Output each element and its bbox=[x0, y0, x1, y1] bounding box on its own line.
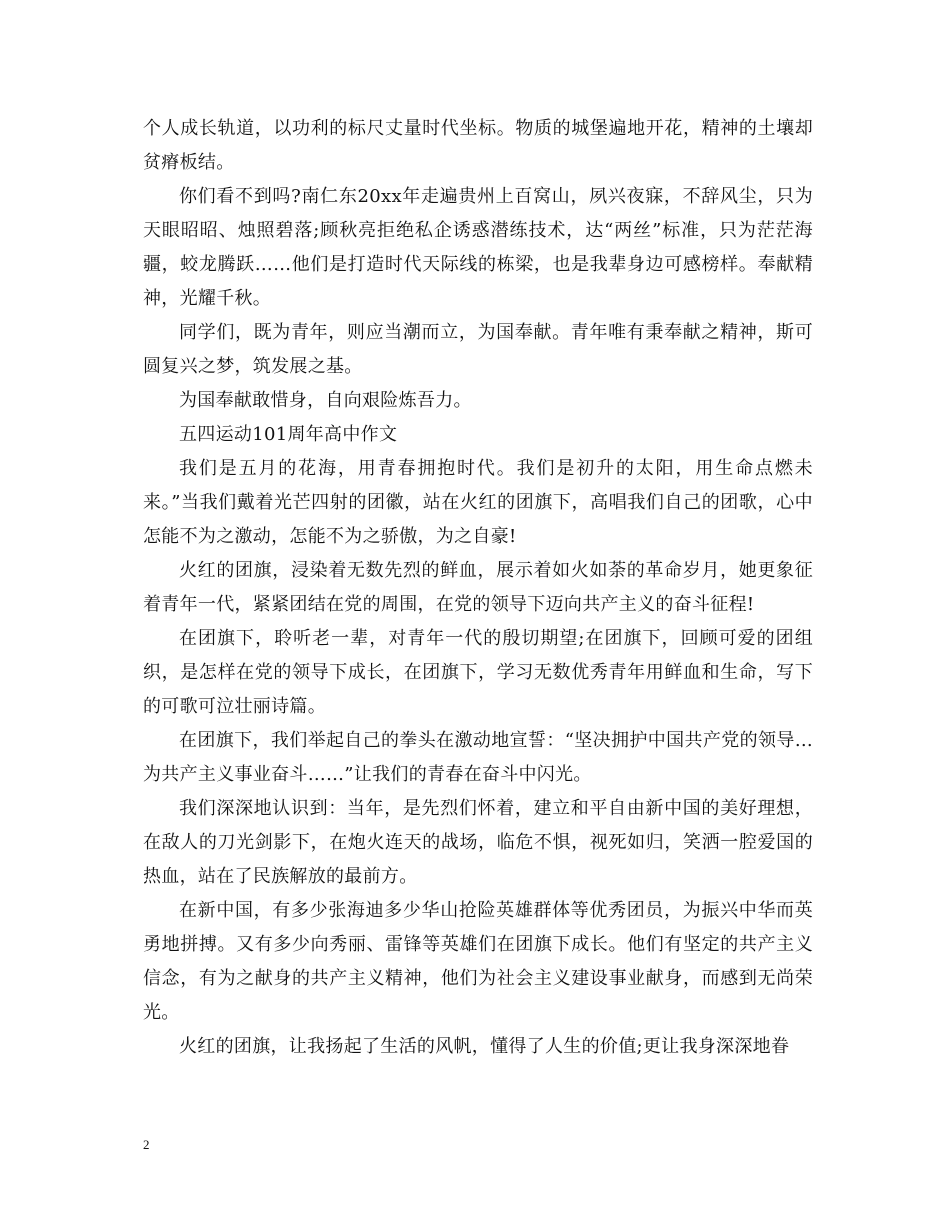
essay-heading: 五四运动101周年高中作文 bbox=[179, 424, 398, 445]
paragraph-8: 在团旗下，聆听老一辈，对青年一代的殷切期望;在团旗下，回顾可爱的团组织，是怎样在党的领导下成长，在团旗下，学习无数优秀青年用鲜血和生命，写下的可歌可泣壮丽诗篇。 bbox=[143, 628, 813, 717]
paragraph-10: 我们深深地认识到：当年，是先烈们怀着，建立和平自由新中国的美好理想，在敌人的刀光剑影下，在炮火连天的战场，临危不惧，视死如归，笑洒一腔爱国的热血，站在了民族解放的最前方。 bbox=[143, 798, 813, 887]
document-body bbox=[143, 112, 813, 1064]
paragraph-11: 在新中国，有多少张海迪多少华山抢险英雄群体等优秀团员，为振兴中华而英勇地拼搏。又有多少向秀丽、雷锋等英雄们在团旗下成长。他们有坚定的共产主义信念，有为之献身的共产主义精神，他们为社会主义建设事业献身，而感到无尚荣光。 bbox=[143, 900, 813, 1023]
paragraph-1: 个人成长轨道，以功利的标尺丈量时代坐标。物质的城堡遍地开花，精神的土壤却贫瘠板结。 bbox=[143, 118, 813, 173]
paragraph-9: 在团旗下，我们举起自己的拳头在激动地宣誓：“坚决拥护中国共产党的领导…为共产主义事业奋斗……”让我们的青春在奋斗中闪光。 bbox=[143, 730, 813, 785]
paragraph-6: 我们是五月的花海，用青春拥抱时代。我们是初升的太阳，用生命点燃未来。”当我们戴着光芒四射的团徽，站在火红的团旗下，高唱我们自己的团歌，心中怎能不为之激动，怎能不为之骄傲，为之自豪! bbox=[143, 458, 813, 547]
paragraph-7: 火红的团旗，浸染着无数先烈的鲜血，展示着如火如荼的革命岁月，她更象征着青年一代，紧紧团结在党的周围，在党的领导下迈向共产主义的奋斗征程! bbox=[143, 560, 813, 615]
paragraph-2: 你们看不到吗?南仁东20xx年走遍贵州上百窝山，夙兴夜寐，不辞风尘，只为天眼昭昭、烛照碧落;顾秋亮拒绝私企诱惑潜练技术，达“两丝”标准，只为茫茫海疆，蛟龙腾跃……他们是打造时代天际线的栋梁，也是我辈身边可感榜样。奉献精神，光耀千秋。 bbox=[143, 186, 813, 309]
page-number: 2 bbox=[143, 1137, 150, 1152]
paragraph-3: 同学们，既为青年，则应当潮而立，为国奉献。青年唯有秉奉献之精神，斯可圆复兴之梦，筑发展之基。 bbox=[143, 322, 813, 377]
paragraph-4: 为国奉献敢惜身，自向艰险炼吾力。 bbox=[179, 390, 472, 411]
paragraph-12: 火红的团旗，让我扬起了生活的风帆，懂得了人生的价值;更让我身深深地眷 bbox=[179, 1036, 790, 1057]
